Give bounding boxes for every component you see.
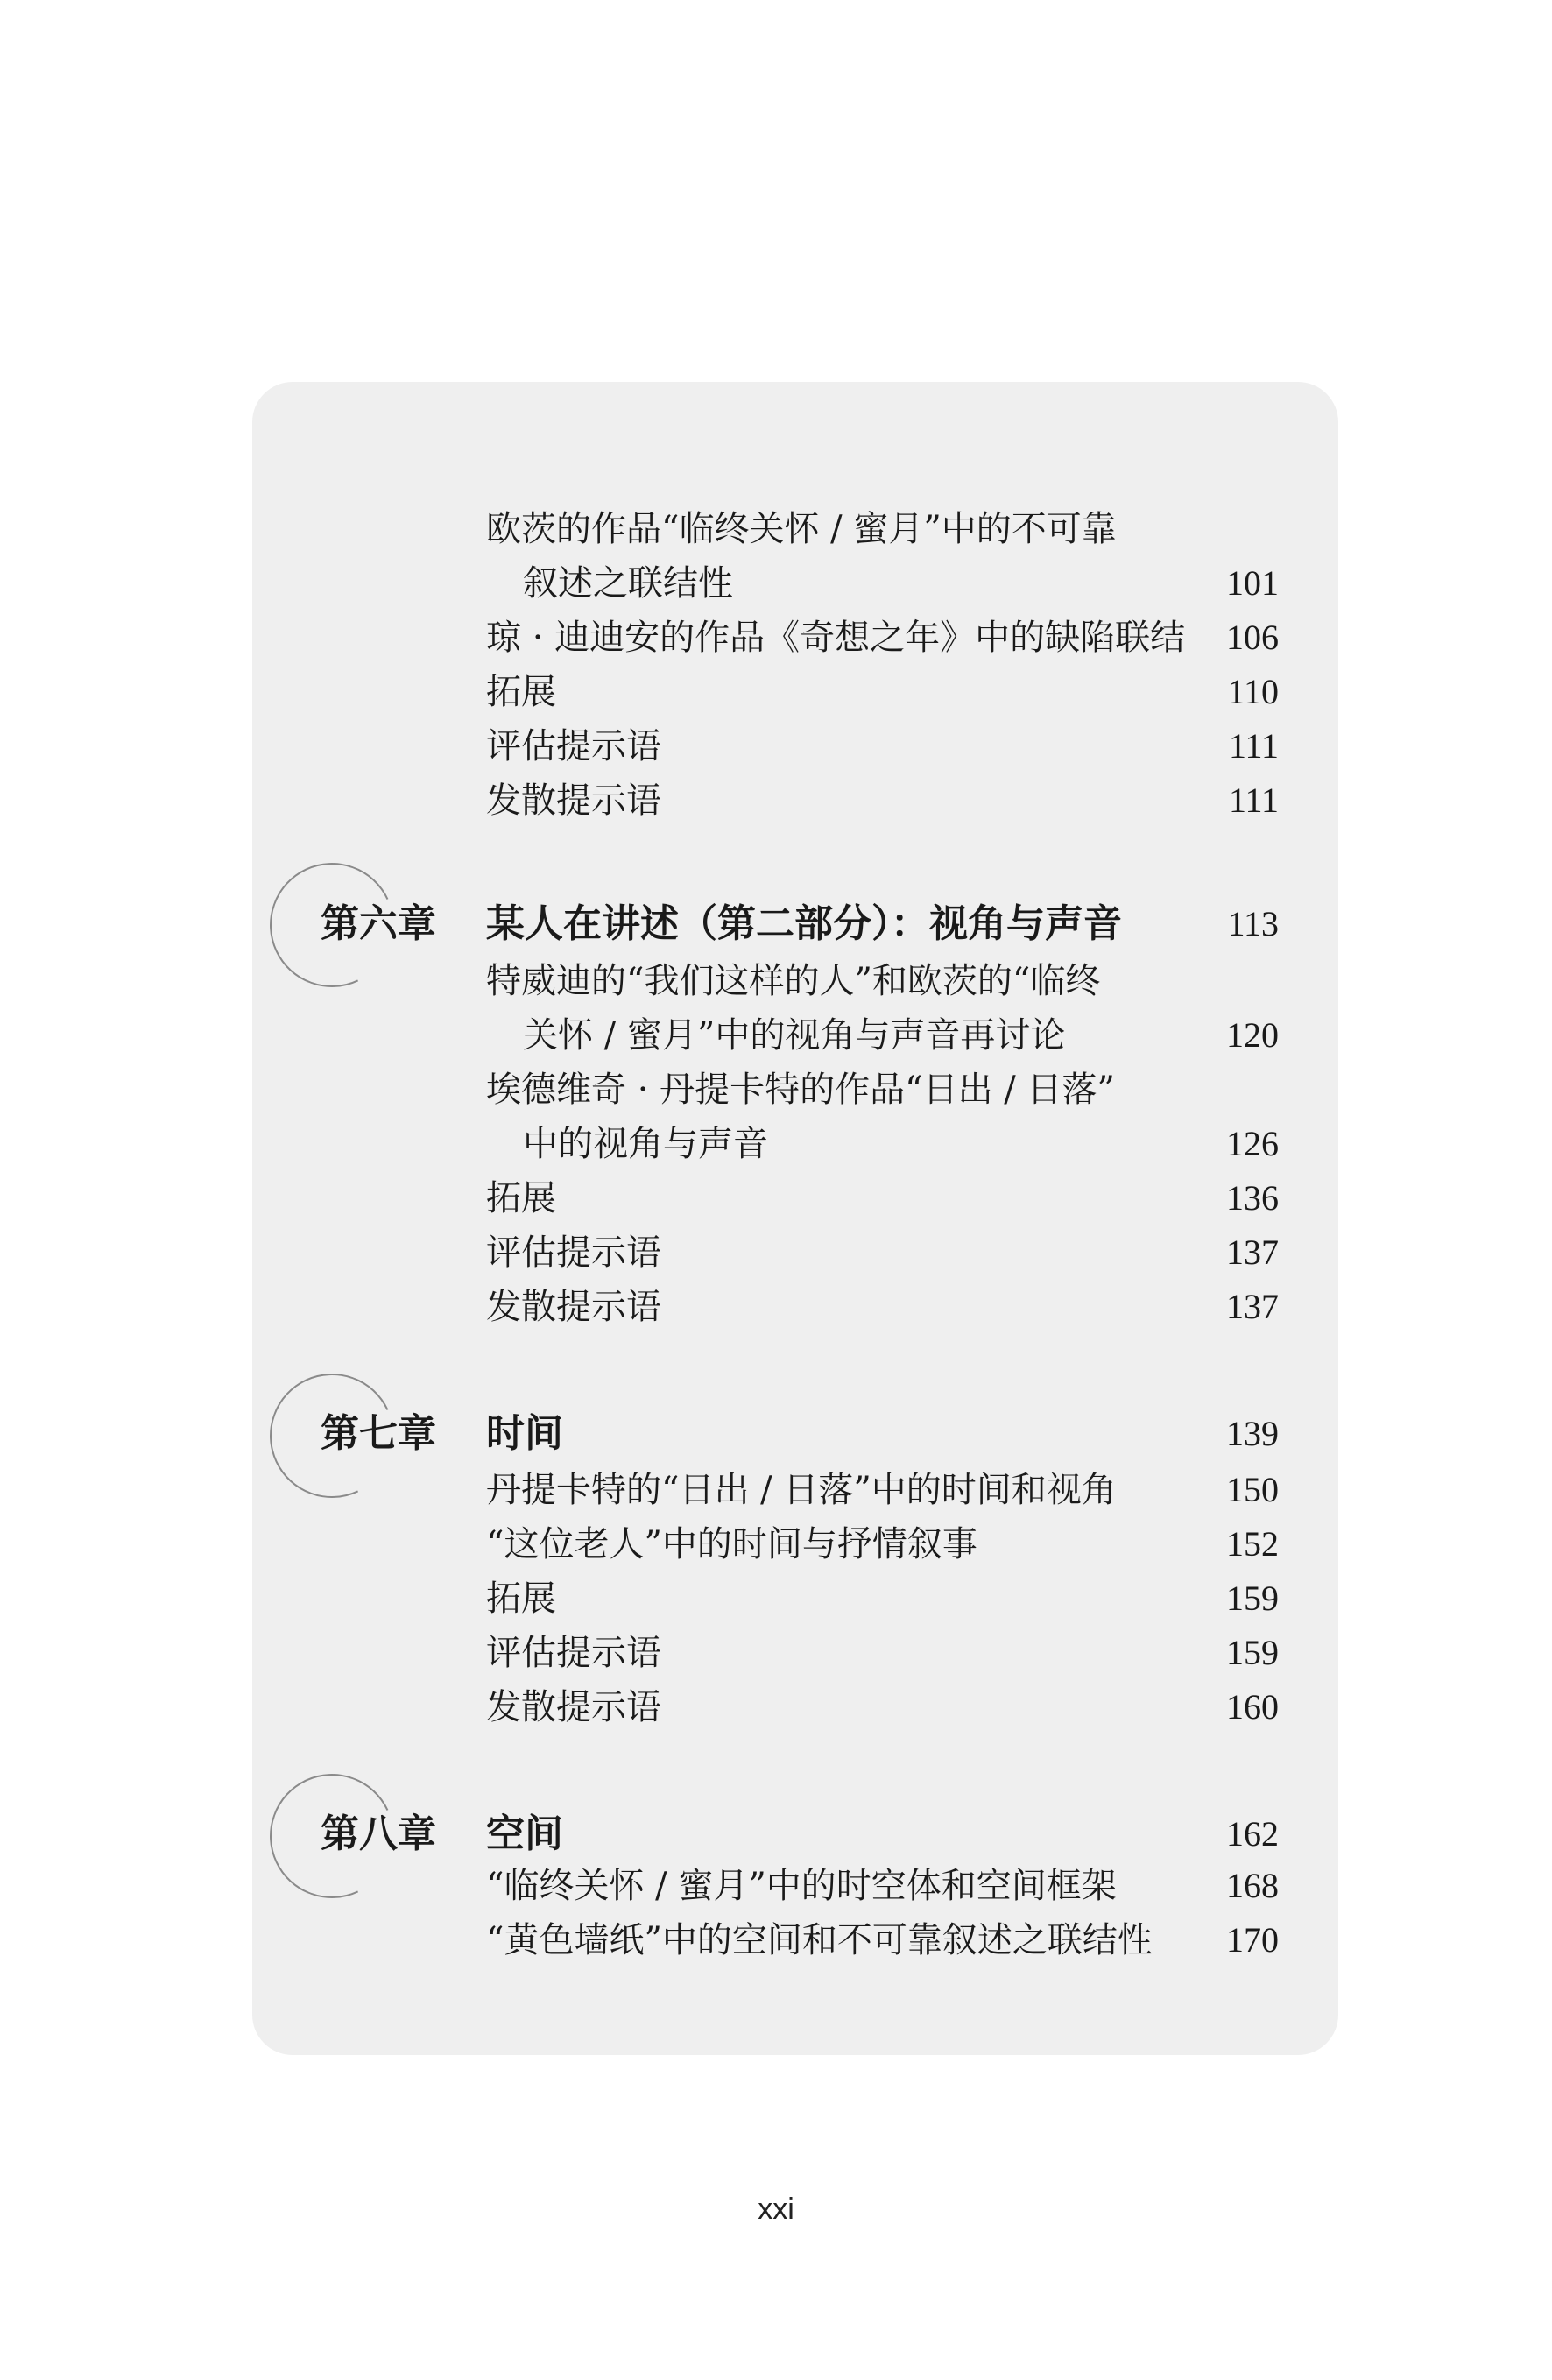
- toc-entry-title: 评估提示语: [486, 1232, 661, 1273]
- toc-entry-title: 拓展: [486, 672, 556, 712]
- toc-entry-title: 发散提示语: [486, 1287, 661, 1327]
- chapter-8-label: 第八章: [321, 1811, 436, 1856]
- toc-entry-title: 发散提示语: [486, 1687, 661, 1727]
- toc-entry[interactable]: [486, 1680, 1279, 1734]
- toc-entry-title: 中的视角与声音: [523, 1124, 768, 1164]
- toc-entry-title: 发散提示语: [486, 780, 661, 821]
- chapter-page: 139: [1226, 1414, 1279, 1453]
- toc-entry-page: 168: [1226, 1866, 1279, 1905]
- toc-entry-title: 评估提示语: [486, 1633, 661, 1673]
- toc-entry-page: 111: [1228, 780, 1279, 820]
- toc-entry-title: 关怀 / 蜜月”中的视角与声音再讨论: [523, 1015, 1066, 1056]
- toc-entry-page: 136: [1226, 1178, 1279, 1218]
- toc-entry-page: 170: [1226, 1920, 1279, 1960]
- toc-entry[interactable]: [486, 954, 1279, 1008]
- toc-entry[interactable]: [486, 1280, 1279, 1334]
- toc-entry[interactable]: [486, 1225, 1279, 1280]
- toc-entry-title: 评估提示语: [486, 726, 661, 766]
- chapter-6-label: 第六章: [321, 901, 436, 946]
- toc-entry-title: “这位老人”中的时间与抒情叙事: [486, 1524, 977, 1564]
- chapter-title: 时间: [486, 1411, 563, 1456]
- toc-entry[interactable]: [486, 1913, 1279, 1967]
- toc-entry-title: 特威迪的“我们这样的人”和欧茨的“临终: [486, 961, 1101, 1001]
- chapter-title: 空间: [486, 1811, 563, 1856]
- toc-entry[interactable]: [486, 1859, 1279, 1913]
- toc-entry[interactable]: [486, 1008, 1279, 1063]
- toc-entry[interactable]: [486, 502, 1279, 556]
- chapter-page: 113: [1227, 904, 1279, 943]
- toc-entry-page: 150: [1226, 1470, 1279, 1509]
- toc-entry[interactable]: [486, 1626, 1279, 1680]
- chapter-8-heading[interactable]: [486, 1805, 1279, 1863]
- toc-entry-page: 101: [1226, 563, 1279, 603]
- toc-entry-page: 126: [1226, 1124, 1279, 1163]
- toc-entry-title: “黄色墙纸”中的空间和不可靠叙述之联结性: [486, 1920, 1153, 1960]
- toc-entry[interactable]: [486, 1117, 1279, 1171]
- toc-entry-page: 120: [1226, 1015, 1279, 1055]
- toc-entry-page: 111: [1228, 726, 1279, 766]
- toc-entry-title: 拓展: [486, 1178, 556, 1218]
- toc-entry-title: 拓展: [486, 1578, 556, 1619]
- toc-entry-page: 159: [1226, 1633, 1279, 1672]
- toc-entry-page: 159: [1226, 1578, 1279, 1618]
- toc-entry[interactable]: [486, 611, 1279, 665]
- page-number: xxi: [758, 2193, 794, 2226]
- toc-entry-page: 137: [1226, 1232, 1279, 1272]
- chapter-page: 162: [1226, 1814, 1279, 1854]
- toc-entry[interactable]: [486, 665, 1279, 719]
- toc-entry[interactable]: [486, 773, 1279, 828]
- toc-entry-page: 110: [1227, 672, 1279, 711]
- chapter-6-heading[interactable]: [486, 895, 1279, 953]
- toc-entry[interactable]: [486, 1571, 1279, 1626]
- toc-entry-title: 叙述之联结性: [523, 563, 733, 604]
- toc-entry-title: 埃德维奇 · 丹提卡特的作品“日出 / 日落”: [486, 1070, 1115, 1110]
- toc-entry-page: 106: [1226, 618, 1279, 657]
- toc-entry[interactable]: [486, 556, 1279, 611]
- toc-entry[interactable]: [486, 1463, 1279, 1517]
- chapter-title: 某人在讲述（第二部分）：视角与声音: [486, 901, 1122, 946]
- toc-entry[interactable]: [486, 719, 1279, 773]
- toc-entry-title: 丹提卡特的“日出 / 日落”中的时间和视角: [486, 1470, 1117, 1510]
- toc-entry-page: 137: [1226, 1287, 1279, 1326]
- toc-entry[interactable]: [486, 1063, 1279, 1117]
- toc-entry-title: “临终关怀 / 蜜月”中的时空体和空间框架: [486, 1866, 1117, 1906]
- toc-entry-page: 160: [1226, 1687, 1279, 1727]
- toc-entry-page: 152: [1226, 1524, 1279, 1564]
- toc-entry-title: 琼 · 迪迪安的作品《奇想之年》中的缺陷联结: [486, 618, 1186, 658]
- toc-entry[interactable]: [486, 1171, 1279, 1225]
- chapter-7-heading[interactable]: [486, 1405, 1279, 1463]
- chapter-7-label: 第七章: [321, 1411, 436, 1456]
- toc-entry[interactable]: [486, 1517, 1279, 1571]
- toc-entry-title: 欧茨的作品“临终关怀 / 蜜月”中的不可靠: [486, 509, 1117, 549]
